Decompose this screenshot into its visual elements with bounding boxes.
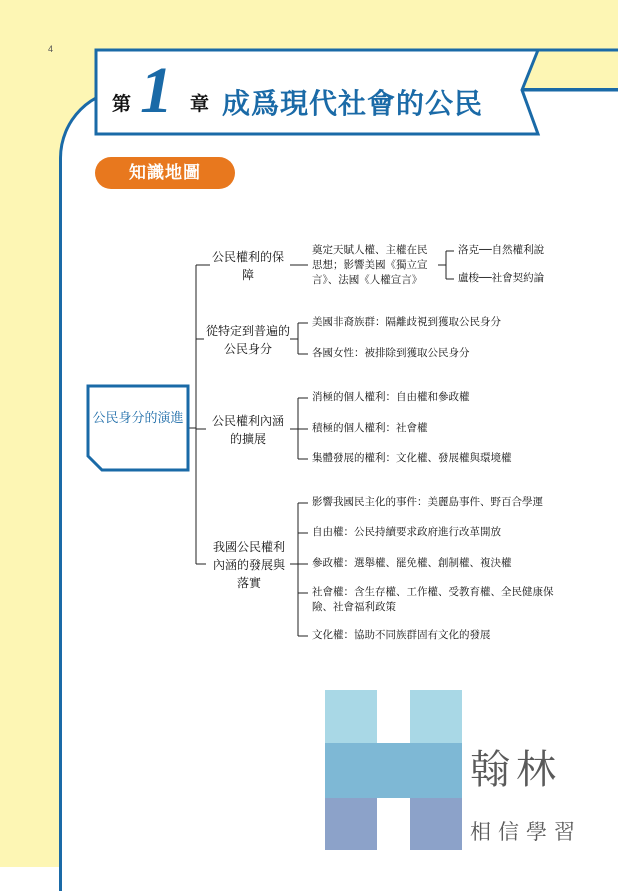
branch-1-label: 公民權利的保障 <box>211 250 284 282</box>
branch-1-detail: 奠定天賦人權、主權在民思想；影響美國《獨立宣言》、法國《人權宣言》 <box>312 244 428 286</box>
branch-3-label: 公民權利內涵的擴展 <box>211 414 284 446</box>
mindmap-root: 公民身分的演進 <box>92 411 184 426</box>
chapter-title: 成爲現代社會的公民 <box>222 87 484 120</box>
branch-3-leaf-2: 積極的個人權利：社會權 <box>312 422 428 434</box>
branch-2-label: 從特定到普遍的公民身分 <box>206 324 291 356</box>
chapter-suffix: 章 <box>190 93 210 115</box>
branch-2-leaf-2: 各國女性：被排除到獲取公民身分 <box>312 347 470 359</box>
branch-4-leaf-3: 參政權：選舉權、罷免權、創制權、複決權 <box>312 557 512 569</box>
branch-3-leaf-3: 集體發展的權利：文化權、發展權與環境權 <box>312 452 512 464</box>
watermark-slogan: 相信學習 <box>470 820 582 844</box>
page-number: 4 <box>48 44 54 54</box>
branch-4-leaf-2: 自由權：公民持續要求政府進行改革開放 <box>312 526 501 538</box>
chapter-prefix: 第 <box>112 93 132 115</box>
branch-1-leaf-1: 洛克──自然權利說 <box>458 244 545 256</box>
watermark-name: 翰林 <box>470 747 562 793</box>
branch-4-label: 我國公民權利內涵的發展與落實 <box>212 540 285 590</box>
branch-2-leaf-1: 美國非裔族群：隔離歧視到獲取公民身分 <box>312 316 501 328</box>
branch-3-leaf-1: 消極的個人權利：自由權和參政權 <box>312 391 470 403</box>
chapter-number: 1 <box>140 54 173 127</box>
branch-4-leaf-1: 影響我國民主化的事件：美麗島事件、野百合學運 <box>312 496 543 508</box>
branch-4-leaf-4: 社會權：含生存權、工作權、受教育權、全民健康保險、社會福利政策 <box>312 586 554 613</box>
branch-4-leaf-5: 文化權：協助不同族群固有文化的發展 <box>312 629 491 641</box>
section-label: 知識地圖 <box>95 157 235 189</box>
branch-1-leaf-2: 盧梭──社會契約論 <box>458 272 545 284</box>
